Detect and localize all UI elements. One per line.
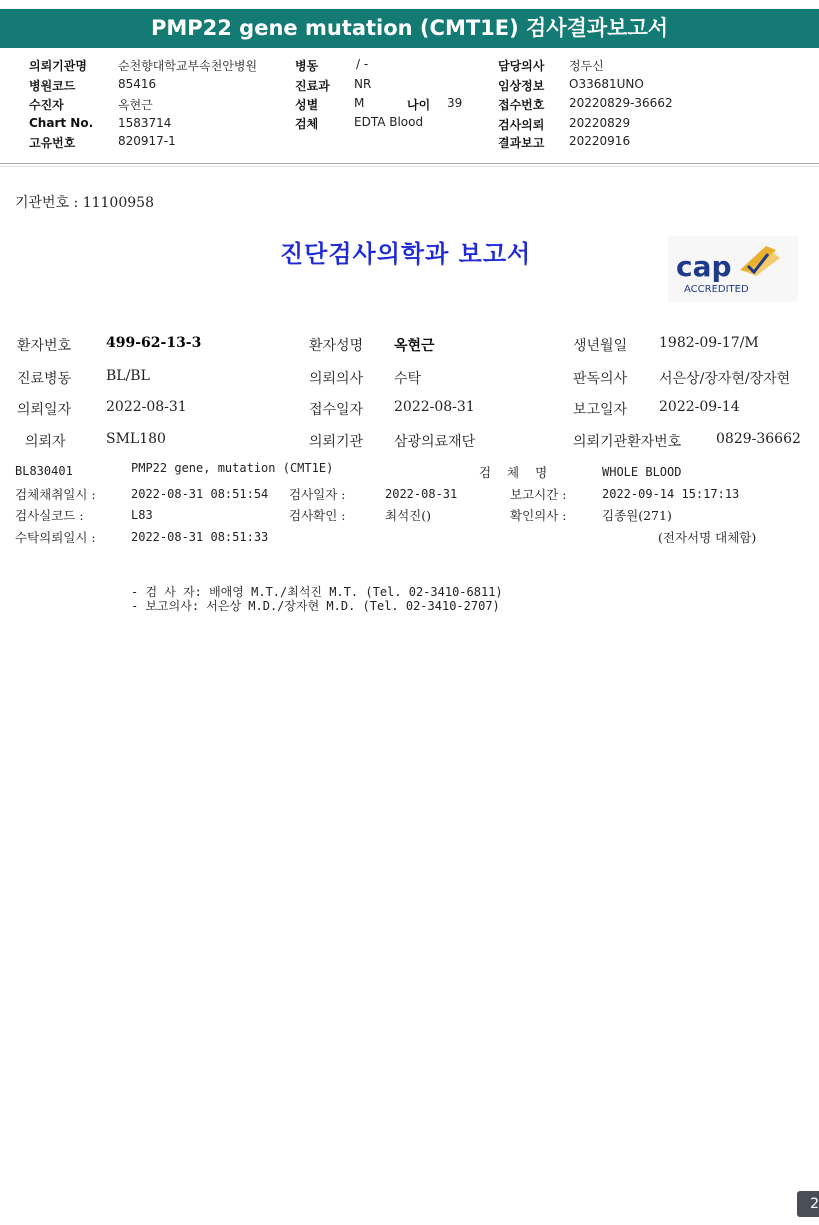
- value-requesting-institution: 순천향대학교부속천안병원: [118, 59, 258, 73]
- tester-info: - 검 사 자: 배애영 M.T./최석진 M.T. (Tel. 02-3410-6811): [131, 585, 503, 599]
- value-sex: M: [354, 96, 365, 110]
- value-test-confirm: 최석진(): [385, 508, 431, 523]
- label-test-confirm: 검사확인 :: [289, 508, 346, 523]
- value-patient-name: 옥현근: [394, 338, 435, 354]
- label-specimen-name: 검 체 명: [479, 465, 554, 480]
- test-code: BL830401: [15, 464, 73, 478]
- label-receipt-date: 접수일자: [309, 402, 364, 418]
- page-number-badge: 2: [797, 1191, 819, 1217]
- label-birthdate: 생년월일: [573, 338, 628, 354]
- value-order-time: 2022-08-31 08:51:33: [131, 530, 269, 544]
- label-age: 나이: [407, 98, 431, 112]
- label-referring-doctor: 의뢰의사: [309, 371, 364, 387]
- value-report-date: 2022-09-14: [659, 399, 740, 415]
- value-referring-doctor: 수탁: [394, 371, 422, 387]
- test-name: PMP22 gene, mutation (CMT1E): [131, 461, 334, 475]
- value-department: NR: [354, 77, 372, 91]
- label-patient-number: 환자번호: [17, 338, 72, 354]
- label-chart-no: Chart No.: [29, 116, 94, 130]
- value-clinical-info: O33681UNO: [569, 77, 644, 91]
- value-hospital-code: 85416: [118, 77, 157, 91]
- label-collection-time: 검체채취일시 :: [15, 487, 96, 502]
- label-test-date: 검사일자 :: [289, 487, 346, 502]
- value-institution-patient-no: 0829-36662: [716, 431, 801, 447]
- value-ward-clinic: BL/BL: [106, 368, 150, 384]
- label-department: 진료과: [295, 79, 330, 93]
- value-test-request: 20220829: [569, 116, 631, 130]
- label-attending-doctor: 담당의사: [498, 59, 545, 73]
- label-specimen: 검체: [295, 117, 319, 131]
- value-receipt-date: 2022-08-31: [394, 399, 475, 415]
- label-unique-no: 고유번호: [29, 136, 76, 150]
- value-confirm-doctor: 김종원(271): [602, 508, 672, 523]
- label-requesting-institution: 의뢰기관명: [29, 59, 87, 73]
- label-ward: 병동: [295, 59, 319, 73]
- value-ward: / -: [356, 57, 369, 71]
- value-requester: SML180: [106, 431, 166, 447]
- label-examinee: 수진자: [29, 98, 64, 112]
- label-order-time: 수탁의뢰일시 :: [15, 530, 96, 545]
- header-divider-shadow: [0, 166, 819, 167]
- value-report-time: 2022-09-14 15:17:13: [602, 487, 740, 501]
- label-lab-code: 검사실코드 :: [15, 508, 84, 523]
- cap-logo-subtext: ACCREDITED: [684, 284, 749, 295]
- label-sex: 성별: [295, 98, 319, 112]
- label-hospital-code: 병원코드: [29, 79, 76, 93]
- value-lab-code: L83: [131, 508, 153, 522]
- cap-accredited-logo: [668, 236, 798, 302]
- label-test-request: 검사의뢰: [498, 118, 545, 132]
- value-specimen: EDTA Blood: [354, 115, 424, 129]
- value-collection-time: 2022-08-31 08:51:54: [131, 487, 269, 501]
- label-requester: 의뢰자: [25, 434, 66, 450]
- value-reading-doctor: 서은상/장자현/장자현: [659, 371, 791, 387]
- value-request-date: 2022-08-31: [106, 399, 187, 415]
- value-age: 39: [447, 96, 463, 110]
- label-report-date: 보고일자: [573, 402, 628, 418]
- label-institution-patient-no: 의뢰기관환자번호: [573, 434, 682, 450]
- report-header-title: PMP22 gene mutation (CMT1E) 검사결과보고서: [150, 16, 669, 40]
- label-accession-no: 접수번호: [498, 98, 545, 112]
- label-clinical-info: 임상정보: [498, 79, 545, 93]
- value-specimen-name: WHOLE BLOOD: [602, 465, 682, 479]
- label-reading-doctor: 판독의사: [573, 371, 628, 387]
- value-accession-no: 20220829-36662: [569, 96, 673, 110]
- label-ward-clinic: 진료병동: [17, 371, 72, 387]
- label-result-report: 결과보고: [498, 136, 545, 150]
- header-divider: [0, 163, 819, 164]
- label-confirm-doctor: 확인의사 :: [510, 508, 567, 523]
- label-patient-name: 환자성명: [309, 338, 364, 354]
- value-birthdate: 1982-09-17/M: [659, 335, 759, 351]
- cap-logo-text: cap: [676, 250, 732, 283]
- value-result-report: 20220916: [569, 134, 631, 148]
- value-test-date: 2022-08-31: [385, 487, 458, 501]
- value-attending-doctor: 정두신: [569, 59, 604, 73]
- institution-number: 기관번호 : 11100958: [15, 195, 154, 211]
- e-signature-note: (전자서명 대체함): [658, 530, 757, 545]
- label-report-time: 보고시간 :: [510, 487, 567, 502]
- value-patient-number: 499-62-13-3: [106, 335, 202, 351]
- label-referring-institution: 의뢰기관: [309, 434, 364, 450]
- report-title: 진단검사의학과 보고서: [280, 239, 532, 268]
- label-request-date: 의뢰일자: [17, 402, 72, 418]
- value-examinee: 옥현근: [118, 98, 153, 112]
- value-unique-no: 820917-1: [118, 134, 176, 148]
- value-chart-no: 1583714: [118, 116, 172, 130]
- value-referring-institution: 삼광의료재단: [394, 434, 476, 450]
- reporter-info: - 보고의사: 서은상 M.D./장자현 M.D. (Tel. 02-3410-2707): [131, 599, 500, 613]
